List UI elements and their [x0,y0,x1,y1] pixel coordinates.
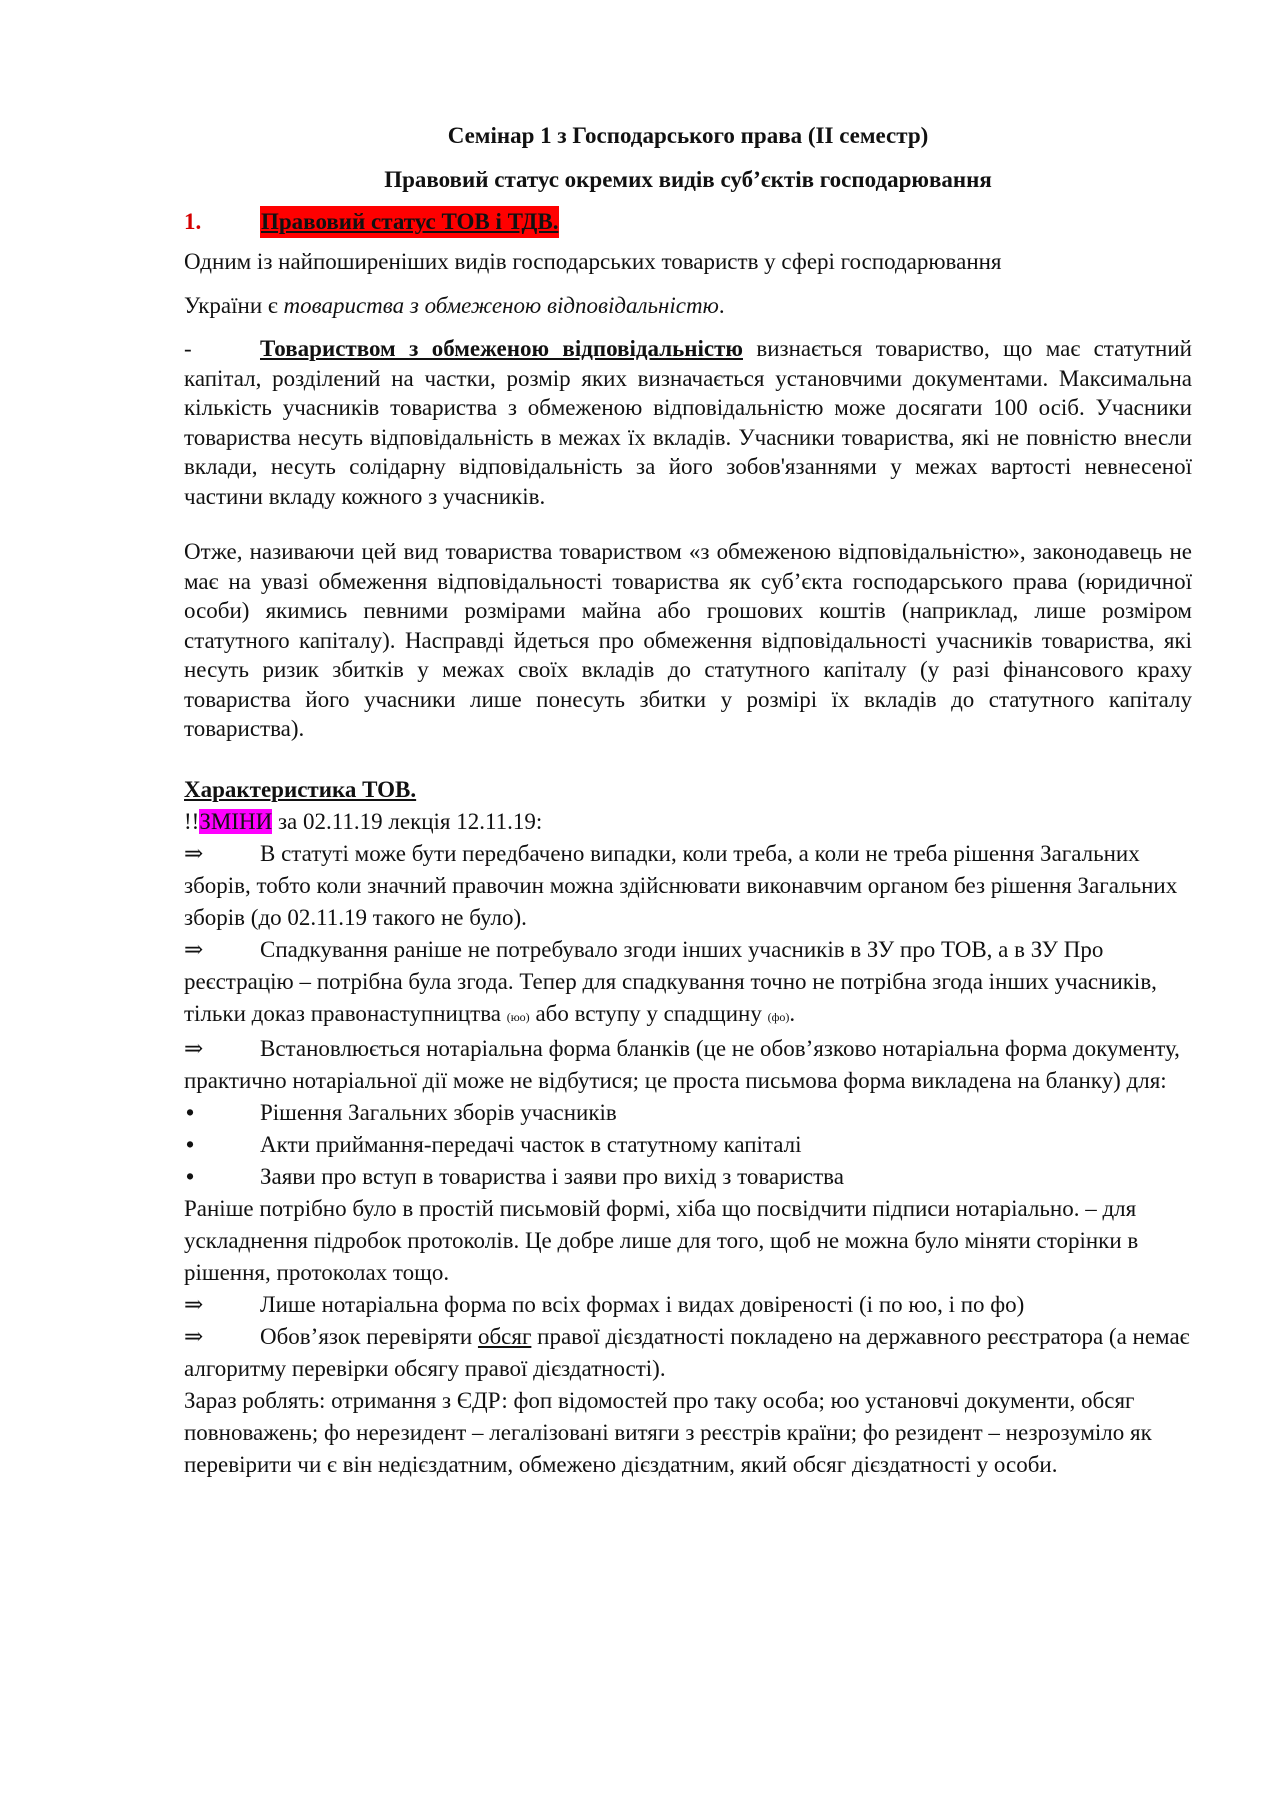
list-item [184,1129,1192,1161]
explanation-paragraph: Отже, називаючи цей вид товариства товариством «з обмеженою відповідальністю», законодавець не має на увазі обмеження відповідальності товариства як суб’єкта господарського права (юридичної особи) якимись певними розмірами майна або грошових коштів (наприклад, лише розміром статутного капіталу). Насправді йдеться про обмеження відповідальності учасників товариства, які несуть ризик збитків у межах своїх вкладів до статутного капіталу (у разі фінансового краху товариства його учасники лише понесуть збитки у розмірі їх вкладів до статутного капіталу товариства). [184,539,1192,741]
document-content [184,120,1192,1481]
intro-italic: товариства з обмеженою відповідальністю [283,293,719,318]
list-item-text: Рішення Загальних зборів учасників [260,1099,617,1125]
section-number: 1. [184,209,202,234]
changes-highlight: ЗМІНИ [199,808,273,834]
intro-line-2 [184,290,1192,322]
arrow-icon: ⇒ [184,840,204,866]
list-item [184,1097,1192,1129]
note-legal-entity: (юо) [506,1009,530,1024]
change-item-4 [184,1289,1192,1321]
seminar-title: Семінар 1 з Господарського права (ІІ семестр) [447,123,929,148]
change-item-3-text: Встановлюється нотаріальна форма бланків (це не обов’язково нотаріальна форма документу, практично нотаріальної дії може не відбутися; це проста письмова форма викладена на бланку) для: [184,1035,1180,1093]
change-item-1 [184,838,1192,934]
arrow-icon: ⇒ [184,936,204,962]
changes-prefix: !! [184,808,200,834]
arrow-icon: ⇒ [184,1035,204,1061]
bullet-icon: • [186,1163,195,1189]
change-item-2-text-b: або вступу у спадщину [529,1000,768,1026]
definition-dash: - [184,336,192,361]
change-item-4-text: Лише нотаріальна форма по всіх формах і видах довіреності (і по юо, і по фо) [260,1291,1025,1317]
characteristics-heading: Характеристика ТОВ. [184,776,417,802]
list-item-text: Заяви про вступ в товариства і заяви про вихід з товариства [260,1163,844,1189]
change-item-2 [184,934,1192,1033]
list-item-text: Акти приймання-передачі часток в статутному капіталі [260,1131,802,1157]
change-item-5-text-b: правої дієздатності покладено на державного реєстратора (а немає алгоритму перевірки обсягу правої дієздатності). [184,1323,1190,1381]
intro-plain: України є [184,293,284,318]
change-item-1-text: В статуті може бути передбачено випадки, коли треба, а коли не треба рішення Загальних зборів, тобто коли значний правочин можна здійснювати виконавчим органом без рішення Загальних зборів (до 02.11.19 такого не було). [184,840,1178,930]
arrow-icon: ⇒ [184,1291,204,1317]
section-1-heading [184,206,1192,238]
change-item-5 [184,1321,1192,1385]
definition-text: визнається товариство, що має статутний капітал, розділений на частки, розмір яких визначається установчими документами. Максимальна кількість учасників товариства з обмеженою відповідальністю може досягати 100 осіб. Учасники товариства несуть відповідальність в межах їх вкладів. Учасники товариства, які не повністю внесли вклади, несуть солідарну відповідальність за його зобов'язаннями у межах вартості невнесеної частини вкладу кожного з учасників. [184,336,1192,509]
section-title: Правовий статус ТОВ і ТДВ. [260,206,559,238]
intro-line-1: Одним із найпоширеніших видів господарських товариств у сфері господарювання [184,249,1002,274]
change-item-2-text-c: . [789,1000,796,1026]
topic-title: Правовий статус окремих видів суб’єктів господарювання [384,167,992,192]
bullet-icon: • [186,1131,195,1157]
intro-end: . [718,293,725,318]
change-item-5-text-a: Обов’язок перевіряти [260,1323,478,1349]
changes-text: за 02.11.19 лекція 12.11.19: [272,808,543,834]
note-natural-person: (фо) [767,1009,790,1024]
changes-line [184,806,1192,838]
list-item [184,1161,1192,1193]
arrow-icon: ⇒ [184,1323,204,1349]
change-item-5-underlined: обсяг [477,1323,532,1349]
definition-term: Товариством з обмеженою відповідальністю [260,336,743,361]
change-item-3 [184,1033,1192,1097]
bullet-icon: • [186,1099,195,1125]
change-item-2-text-a: Спадкування раніше не потребувало згоди інших учасників в ЗУ про ТОВ, а в ЗУ Про реєстрацію – потрібна була згода. Тепер для спадкування точно не потрібна згода інших учасників, тільки доказ правонаступництва [184,936,1157,1026]
after-bullets-paragraph: Раніше потрібно було в простій письмовій формі, хіба що посвідчити підписи нотаріально. – для ускладнення підробок протоколів. Це добре лише для того, щоб не можна було міняти сторінки в рішення, протоколах тощо. [184,1195,1139,1285]
final-paragraph: Зараз роблять: отримання з ЄДР: фоп відомостей про таку особа; юо установчі документи, обсяг повноважень; фо нерезидент – легалізовані витяги з реєстрів країни; фо резидент – незрозуміло як перевірити чи є він недієздатним, обмежено дієздатним, який обсяг дієздатності у особи. [184,1387,1152,1477]
definition-paragraph [184,334,1192,511]
